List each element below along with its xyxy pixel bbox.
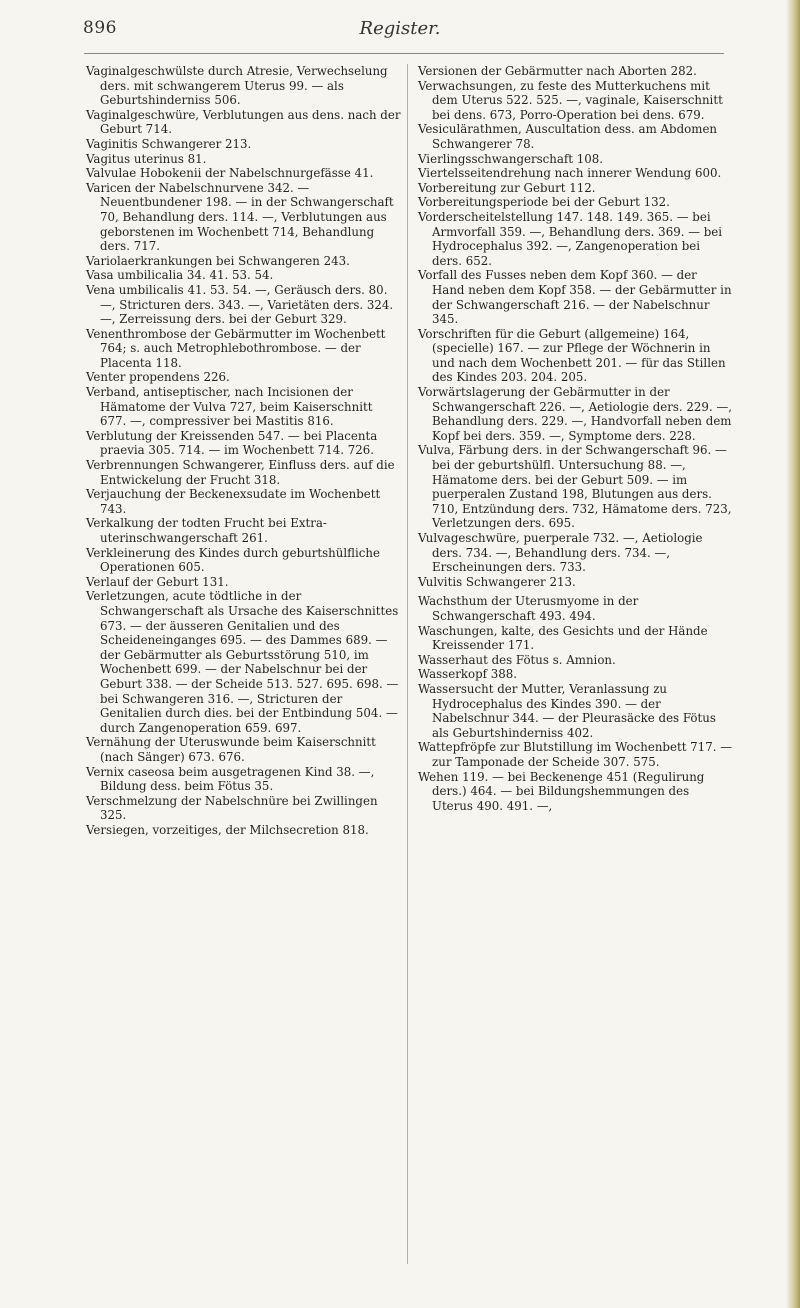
index-entry: Wasserhaut des Fötus s. Amnion. — [418, 652, 616, 667]
index-entry: Verkleinerung des Kindes durch geburtshülfliche Operationen 605. — [86, 545, 380, 575]
index-entry: Versiegen, vorzeitiges, der Milchsecretion 818. — [86, 822, 369, 837]
index-entry: Vaginitis Schwangerer 213. — [86, 136, 252, 151]
index-entry: Verschmelzung der Nabelschnüre bei Zwillingen 325. — [86, 793, 378, 823]
index-entry: Waschungen, kalte, des Gesichts und der Hände Kreissender 171. — [418, 623, 708, 653]
index-entry: Wassersucht der Mutter, Veranlassung zu Hydrocephalus des Kindes 390. — der Nabelschnur 344. — der Pleurasäcke des Fötus als Geburtshinderniss 402. — [418, 681, 716, 740]
index-entry: Wasserkopf 388. — [418, 667, 518, 682]
index-entry: Vorderscheitelstellung 147. 148. 149. 365. — bei Armvorfall 359. —, Behandlung ders. 369. — bei Hydrocephalus 392. —, Zangenoperation bei ders. 652. — [418, 209, 723, 268]
index-entry: Vulva, Färbung ders. in der Schwangerschaft 96. — bei der geburtshülfl. Untersuchung 88. —, Hämatome ders. bei der Geburt 509. — im puerperalen Zustand 198, Blutungen aus ders. 710, Entzündung ders. 732, Hämatome ders. 723, Verletzungen ders. 695. — [418, 443, 732, 531]
index-entry: Verjauchung der Beckenexsudate im Wochenbett 743. — [86, 487, 381, 516]
page-edge-shadow — [786, 0, 800, 1308]
index-entry: Vena umbilicalis 41. 53. 54. —, Geräusch ders. 80. —, Stricturen ders. 343. —, Varietäten ders. 324. —, Zerreissung ders. bei der Geburt 329. — [86, 282, 394, 327]
index-entry: Vaginalgeschwüre, Verblutungen aus dens. nach der Geburt 714. — [86, 107, 401, 137]
index-entry: Vasa umbilicalia 34. 41. 53. 54. — [86, 268, 274, 283]
index-entry: Variolaerkrankungen bei Schwangeren 243. — [86, 253, 350, 268]
index-entry: Vesiculärathmen, Auscultation dess. am Abdomen Schwangerer 78. — [418, 122, 718, 151]
index-entry: Vulvageschwüre, puerperale 732. —, Aetiologie ders. 734. —, Behandlung ders. 734. —, Erscheinungen ders. 733. — [418, 531, 703, 575]
index-entry: Vorbereitung zur Geburt 112. — [418, 180, 596, 195]
column-divider — [407, 64, 408, 1264]
index-entry: Verband, antiseptischer, nach Incisionen der Hämatome der Vulva 727, beim Kaiserschnitt 677. —, compressiver bei Mastitis 816. — [86, 385, 373, 429]
index-entry: Vorwärtslagerung der Gebärmutter in der Schwangerschaft 226. —, Aetiologie ders. 229. —, Behandlung ders. 229. —, Handvorfall neben dem Kopf bei ders. 359. —, Symptome ders. 228. — [418, 385, 732, 443]
index-entry: Viertelsseitendrehung nach innerer Wendung 600. — [418, 166, 722, 181]
index-entry: Vorfall des Fusses neben dem Kopf 360. — der Hand neben dem Kopf 358. — der Gebärmutter in der Schwangerschaft 216. — der Nabelschnur 345. — [418, 268, 732, 327]
index-entry: Vulvitis Schwangerer 213. — [418, 574, 576, 589]
index-entry: Versionen der Gebärmutter nach Aborten 282. — [418, 64, 697, 78]
header-rule — [84, 53, 724, 54]
index-entry: Vorschriften für die Geburt (allgemeine) 164, (specielle) 167. — zur Pflege der Wöchnerin in und nach dem Wochenbett 201. — für das Stillen des Kindes 203. 204. 205. — [418, 326, 726, 385]
index-entry: Vaginalgeschwülste durch Atresie, Verwechselung ders. mit schwangerem Uterus 99. — als Geburtshinderniss 506. — [86, 64, 388, 108]
index-entry: Venter propendens 226. — [86, 370, 230, 385]
index-entry: Verletzungen, acute tödtliche in der Schwangerschaft als Ursache des Kaiserschnittes 673. — der äusseren Genitalien und des Scheideneinganges 695. — des Dammes 689. — der Gebärmutter als Geburtsstörung 510, im Wochenbett 699. — der Nabelschnur bei der Geburt 338. — der Scheide 513. 527. 695. 698. — bei Schwangeren 316. —, Stricturen der Genitalien durch dies. bei der Entbindung 504. — durch Zangenoperation 659. 697. — [86, 589, 399, 735]
index-entry: Vernähung der Uteruswunde beim Kaiserschnitt (nach Sänger) 673. 676. — [86, 735, 376, 764]
index-entry: Verkalkung der todten Frucht bei Extra-uterinschwangerschaft 261. — [86, 516, 327, 545]
index-entry: Vagitus uterinus 81. — [86, 151, 207, 166]
index-entry: Verbrennungen Schwangerer, Einfluss ders. auf die Entwickelung der Frucht 318. — [86, 458, 395, 487]
index-entry: Wehen 119. — bei Beckenenge 451 (Regulirung ders.) 464. — bei Bildungshemmungen des Uterus 490. 491. —, — [418, 769, 705, 813]
index-entry: Varicen der Nabelschnurvene 342. — Neuentbundener 198. — in der Schwangerschaft 70, Behandlung ders. 114. —, Verblutungen aus geborstenen im Wochenbett 714, Behandlung ders. 717. — [86, 180, 394, 254]
index-entry: Vorbereitungsperiode bei der Geburt 132. — [418, 195, 670, 210]
running-title: Register. — [359, 18, 441, 39]
index-entry: Vierlingsschwangerschaft 108. — [418, 151, 604, 166]
index-entry: Valvulae Hobokenii der Nabelschnurgefässe 41. — [86, 166, 374, 181]
index-entry: Venenthrombose der Gebärmutter im Wochenbett 764; s. auch Metrophlebothrombose. — der Placenta 118. — [86, 326, 386, 370]
index-entry: Verwachsungen, zu feste des Mutterkuchens mit dem Uterus 522. 525. —, vaginale, Kaiserschnitt bei dens. 673, Porro-Operation bei dens. 679. — [418, 78, 723, 122]
index-column-right — [418, 64, 733, 813]
index-entry: Wachsthum der Uterusmyome in der Schwangerschaft 493. 494. — [418, 594, 639, 623]
index-entry: Verlauf der Geburt 131. — [86, 574, 229, 589]
index-entry: Vernix caseosa beim ausgetragenen Kind 38. —, Bildung dess. beim Fötus 35. — [86, 764, 375, 794]
page-number: 896 — [83, 18, 117, 38]
index-entry: Verblutung der Kreissenden 547. — bei Placenta praevia 305. 714. — im Wochenbett 714. 726. — [86, 428, 378, 458]
index-entry: Wattepfröpfe zur Blutstillung im Wochenbett 717. — zur Tamponade der Scheide 307. 575. — [418, 740, 732, 769]
index-column-left — [86, 64, 401, 837]
